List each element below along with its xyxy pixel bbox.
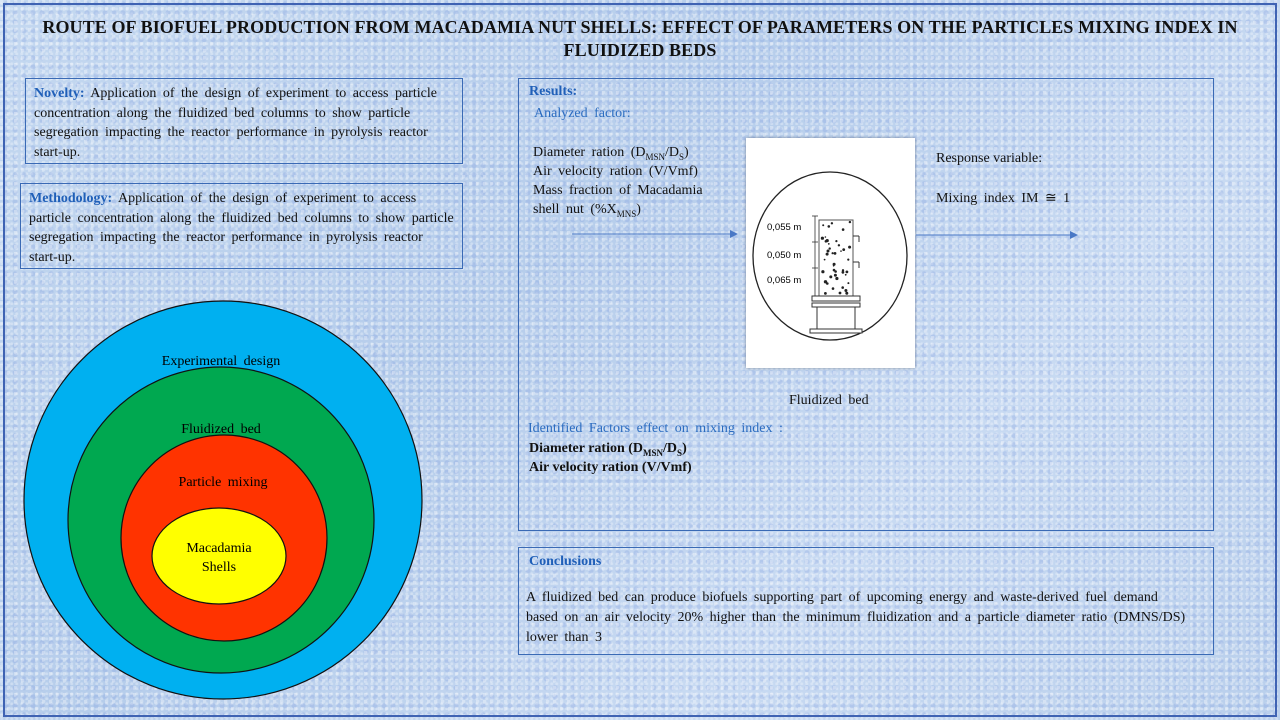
height-label-3: 0,065 m (767, 275, 802, 286)
factor3-text-a: shell nut (%X (533, 202, 617, 217)
factor1-sub-s: S (679, 151, 685, 162)
title-line-1: ROUTE OF BIOFUEL PRODUCTION FROM MACADAMIA NUT SHELLS: EFFECT OF PARAMETERS ON THE PARTICLES MIXING INDEX IN (42, 17, 1238, 37)
particle-dot (826, 253, 829, 256)
particle-dot (835, 240, 837, 242)
particle-dot (831, 222, 833, 224)
particle-dot (824, 259, 826, 261)
methodology-box (20, 183, 463, 269)
figure-caption: Fluidized bed (789, 393, 869, 408)
particle-dot (842, 248, 845, 251)
novelty-text: Application of the design of experiment to access particle concentration along the fluidized bed columns to show particle segregation impacting the reactor performance in pyrolysis reactor start-up. (34, 86, 437, 160)
response-variable-label: Response variable: (936, 151, 1043, 166)
plenum (817, 307, 855, 329)
particle-dot (829, 247, 831, 249)
factor-air-velocity: Air velocity ration (V/Vmf) (533, 164, 698, 179)
particle-dot (825, 240, 828, 243)
label-macadamia: Macadamia (186, 541, 252, 556)
particle-dot (842, 228, 845, 231)
particle-dot (822, 224, 824, 226)
concentric-circles-diagram (20, 288, 426, 706)
identified1-sub-msn: MSN (643, 447, 664, 458)
factor-mass-fraction-line1: Mass fraction of Macadamia (533, 183, 703, 198)
title-line-2: FLUIDIZED BEDS (563, 40, 717, 60)
particle-dot (849, 221, 851, 223)
particle-dot (832, 252, 834, 254)
particle-dot (847, 282, 849, 284)
factor-diameter-ratio (533, 145, 689, 162)
factor3-sub-mns: MNS (616, 208, 637, 219)
particle-dot (827, 250, 830, 253)
particle-dot (838, 244, 840, 246)
particle-dot (833, 269, 836, 272)
conclusions-heading: Conclusions (529, 554, 602, 569)
factor1-sub-msn: MSN (645, 151, 666, 162)
results-heading: Results: (529, 84, 578, 99)
circle-macadamia-shells (152, 508, 286, 604)
particle-dot (835, 277, 838, 280)
particle-dot (833, 263, 836, 266)
identified1-sub-s: S (677, 447, 683, 458)
identified-factors-label: Identified Factors effect on mixing index : (528, 421, 783, 436)
particle-dot (840, 250, 842, 252)
particle-dot (842, 271, 845, 274)
distributor-plate (812, 296, 860, 301)
particle-dot (821, 270, 824, 273)
analyzed-factor-label: Analyzed factor: (534, 106, 631, 121)
arrow-left (572, 228, 740, 240)
conclusions-box (518, 547, 1214, 655)
particle-dot (821, 237, 824, 240)
particle-dot (844, 289, 847, 292)
response-variable-value: Mixing index IM ≅ 1 (936, 191, 1071, 206)
factor1-text-c: ) (684, 145, 689, 160)
fluidized-bed-figure (746, 138, 915, 368)
poster-title (0, 16, 1280, 62)
identified1-text-b: /D (663, 441, 678, 456)
height-label-1: 0,055 m (767, 222, 802, 233)
identified1-text-c: ) (682, 441, 687, 456)
particle-dot (825, 236, 827, 238)
novelty-box (25, 78, 463, 164)
novelty-heading: Novelty: (34, 86, 85, 101)
particle-dot (834, 274, 837, 277)
identified-factor-air-velocity: Air velocity ration (V/Vmf) (529, 460, 692, 475)
factor3-text-c: ) (636, 202, 641, 217)
label-particle-mixing: Particle mixing (178, 475, 268, 490)
identified1-text-a: Diameter ration (D (529, 441, 644, 456)
height-label-2: 0,050 m (767, 250, 802, 261)
particle-dot (828, 225, 831, 228)
particle-dot (841, 286, 844, 289)
factor1-text-a: Diameter ration (D (533, 145, 646, 160)
particle-dot (848, 246, 851, 249)
particle-dot (832, 287, 835, 290)
particle-dot (824, 292, 827, 295)
particle-dot (845, 274, 847, 276)
label-experimental-design: Experimental design (161, 354, 281, 369)
particle-dot (824, 280, 827, 283)
identified-factor-diameter (529, 441, 687, 458)
label-fluidized-bed: Fluidized bed (181, 422, 261, 437)
label-shells: Shells (201, 560, 237, 575)
arrow-right (916, 229, 1080, 241)
particle-dot (839, 292, 842, 295)
particle-dot (845, 292, 848, 295)
factor-mass-fraction-line2 (533, 202, 641, 219)
methodology-heading: Methodology: (29, 191, 113, 206)
particle-dot (829, 275, 832, 278)
bed-column (819, 220, 853, 296)
factor1-text-b: /D (665, 145, 680, 160)
particle-dot (847, 259, 849, 261)
methodology-text: Application of the design of experiment to access particle concentration along the fluidized bed columns to show particle segregation impacting the reactor performance in pyrolysis reactor start-up. (29, 191, 454, 265)
conclusions-text: A fluidized bed can produce biofuels supporting part of upcoming energy and waste-derived fuel demand based on an air velocity 20% higher than the minimum fluidization and a particle diameter ratio (DMNS/DS) lower than 3 (526, 590, 1186, 645)
particle-dot (828, 243, 830, 245)
particle-dot (834, 252, 837, 255)
particle-dot (846, 271, 849, 274)
